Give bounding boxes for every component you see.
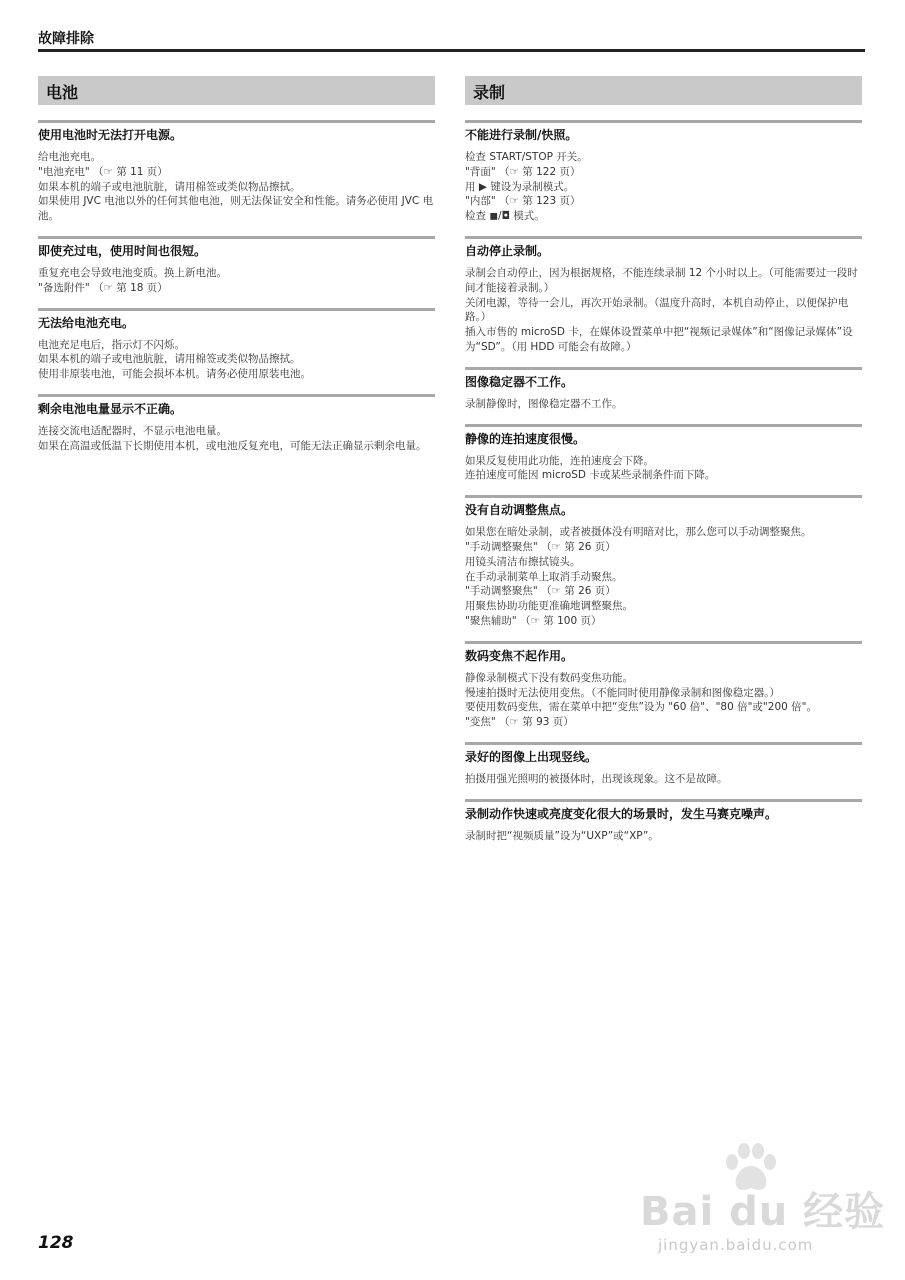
page-header-title: 故障排除 <box>38 31 94 47</box>
battery-column <box>38 76 435 466</box>
item-divider <box>465 799 862 802</box>
troubleshooting-item <box>465 495 862 629</box>
item-title: 录制动作快速或亮度变化很大的场景时，发生马赛克噪声。 <box>465 806 778 821</box>
item-body <box>465 829 862 844</box>
item-text-line: 用 ▶ 键设为录制模式。 <box>465 180 575 193</box>
item-body <box>38 338 435 382</box>
item-divider <box>38 236 435 239</box>
item-title: 图像稳定器不工作。 <box>465 374 574 389</box>
item-text-line: 如果使用 JVC 电池以外的任何其他电池，则无法保证安全和性能。请务必使用 JVC 电池。 <box>38 195 434 223</box>
item-text-line: 用聚焦协助功能更准确地调整聚焦。 <box>465 600 633 613</box>
item-title: 录好的图像上出现竖线。 <box>465 749 598 764</box>
item-title: 不能进行录制/快照。 <box>465 128 578 142</box>
item-text-line: 如果本机的端子或电池肮脏，请用棉签或类似物品擦拭。 <box>38 353 301 366</box>
recording-column <box>465 76 862 856</box>
troubleshooting-item <box>465 424 862 484</box>
item-text-line: 关闭电源，等待一会儿，再次开始录制。（温度升高时，本机自动停止，以便保护电路。） <box>465 296 849 324</box>
item-text-line: 如果在高温或低温下长期使用本机，或电池反复充电，可能无法正确显示剩余电量。 <box>38 439 427 452</box>
item-divider <box>465 495 862 498</box>
troubleshooting-item <box>38 236 435 296</box>
item-text-line: 如果您在暗处录制，或者被摄体没有明暗对比，那么您可以手动调整聚焦。 <box>465 526 812 539</box>
item-divider <box>38 308 435 311</box>
troubleshooting-item <box>38 308 435 382</box>
item-body <box>465 266 862 355</box>
item-text-line: 录制静像时，图像稳定器不工作。 <box>465 397 623 410</box>
item-title: 没有自动调整焦点。 <box>465 503 574 518</box>
item-text-line: 静像录制模式下没有数码变焦功能。 <box>465 671 633 684</box>
section-heading-battery <box>38 76 435 105</box>
watermark-logo-text: Bai du 经验 <box>640 1189 886 1235</box>
item-divider <box>465 367 862 370</box>
item-title: 剩余电池电量显示不正确。 <box>38 401 183 416</box>
item-text-line: 插入市售的 microSD 卡，在媒体设置菜单中把“视频记录媒体”和“图像记录媒体”设为“SD”。（用 HDD 可能会有故障。） <box>465 326 853 353</box>
item-body <box>38 266 435 296</box>
troubleshooting-item <box>465 120 862 224</box>
item-text-line: "电池充电" （☞ 第 11 页） <box>38 165 168 178</box>
item-text-line: "手动调整聚焦" （☞ 第 26 页） <box>465 585 616 598</box>
item-title: 使用电池时无法打开电源。 <box>38 128 183 142</box>
item-text-line: 如果反复使用此功能，连拍速度会下降。 <box>465 454 654 467</box>
item-title: 自动停止录制。 <box>465 243 550 258</box>
troubleshooting-item <box>465 367 862 412</box>
item-text-line: 使用非原装电池，可能会损坏本机。请务必使用原装电池。 <box>38 368 311 381</box>
item-text-line: 重复充电会导致电池变质。换上新电池。 <box>38 266 227 279</box>
section-heading-label: 录制 <box>473 83 506 102</box>
item-text-line: 录制会自动停止，因为根据规格，不能连续录制 12 个小时以上。（可能需要过一段时间才能接着录制。） <box>465 266 858 294</box>
troubleshooting-item <box>38 120 435 224</box>
item-text-line: 要使用数码变焦，需在菜单中把“变焦”设为 "60 倍"、"80 倍"或"200 倍"。 <box>465 701 817 714</box>
item-title: 数码变焦不起作用。 <box>465 648 574 663</box>
page-number: 128 <box>38 1233 74 1253</box>
troubleshooting-item <box>465 742 862 787</box>
watermark-url: jingyan.baidu.com <box>658 1236 814 1254</box>
troubleshooting-item <box>465 799 862 844</box>
item-text-line: 慢速拍摄时无法使用变焦。（不能同时使用静像录制和图像稳定器。） <box>465 686 780 699</box>
item-body <box>38 150 435 224</box>
item-text-line: 检查 ◼/◘ 模式。 <box>465 210 545 223</box>
item-body <box>465 397 862 412</box>
section-heading-recording <box>465 76 862 105</box>
header-rule <box>38 49 865 52</box>
item-text-line: "背面" （☞ 第 122 页） <box>465 165 581 178</box>
item-text-line: 用镜头清洁布擦拭镜头。 <box>465 555 581 568</box>
item-text-line: 如果本机的端子或电池肮脏，请用棉签或类似物品擦拭。 <box>38 180 301 193</box>
item-divider <box>465 120 862 123</box>
item-body <box>465 772 862 787</box>
item-text-line: 在手动录制菜单上取消手动聚焦。 <box>465 570 623 583</box>
item-text-line: "手动调整聚焦" （☞ 第 26 页） <box>465 540 616 553</box>
item-divider <box>465 742 862 745</box>
item-text-line: 录制时把“视频质量”设为“UXP”或“XP”。 <box>465 829 659 842</box>
item-body <box>465 525 862 629</box>
item-text-line: 连接交流电适配器时，不显示电池电量。 <box>38 424 227 437</box>
item-body <box>465 454 862 484</box>
item-text-line: "内部" （☞ 第 123 页） <box>465 195 581 208</box>
item-text-line: 电池充足电后，指示灯不闪烁。 <box>38 338 185 351</box>
item-body <box>465 150 862 224</box>
item-text-line: "聚焦辅助" （☞ 第 100 页） <box>465 614 602 627</box>
item-title: 即使充过电，使用时间也很短。 <box>38 243 207 258</box>
section-heading-label: 电池 <box>46 83 79 102</box>
item-text-line: 给电池充电。 <box>38 151 101 163</box>
baidu-watermark <box>640 1140 886 1270</box>
item-body <box>465 671 862 730</box>
recording-topic-list <box>465 120 862 844</box>
item-title: 静像的连拍速度很慢。 <box>465 431 586 446</box>
troubleshooting-item <box>465 236 862 355</box>
troubleshooting-item <box>38 394 435 454</box>
item-text-line: "备选附件" （☞ 第 18 页） <box>38 281 168 294</box>
item-body <box>38 424 435 454</box>
item-text-line: 检查 START/STOP 开关。 <box>465 151 588 163</box>
item-text-line: 连拍速度可能因 microSD 卡或某些录制条件而下降。 <box>465 469 716 482</box>
item-divider <box>38 120 435 123</box>
item-text-line: 拍摄用强光照明的被摄体时，出现该现象。这不是故障。 <box>465 772 728 785</box>
item-title: 无法给电池充电。 <box>38 315 135 330</box>
troubleshooting-item <box>465 641 862 730</box>
item-text-line: "变焦" （☞ 第 93 页） <box>465 716 574 729</box>
item-divider <box>465 424 862 427</box>
item-divider <box>465 236 862 239</box>
battery-topic-list <box>38 120 435 454</box>
item-divider <box>38 394 435 397</box>
item-divider <box>465 641 862 644</box>
